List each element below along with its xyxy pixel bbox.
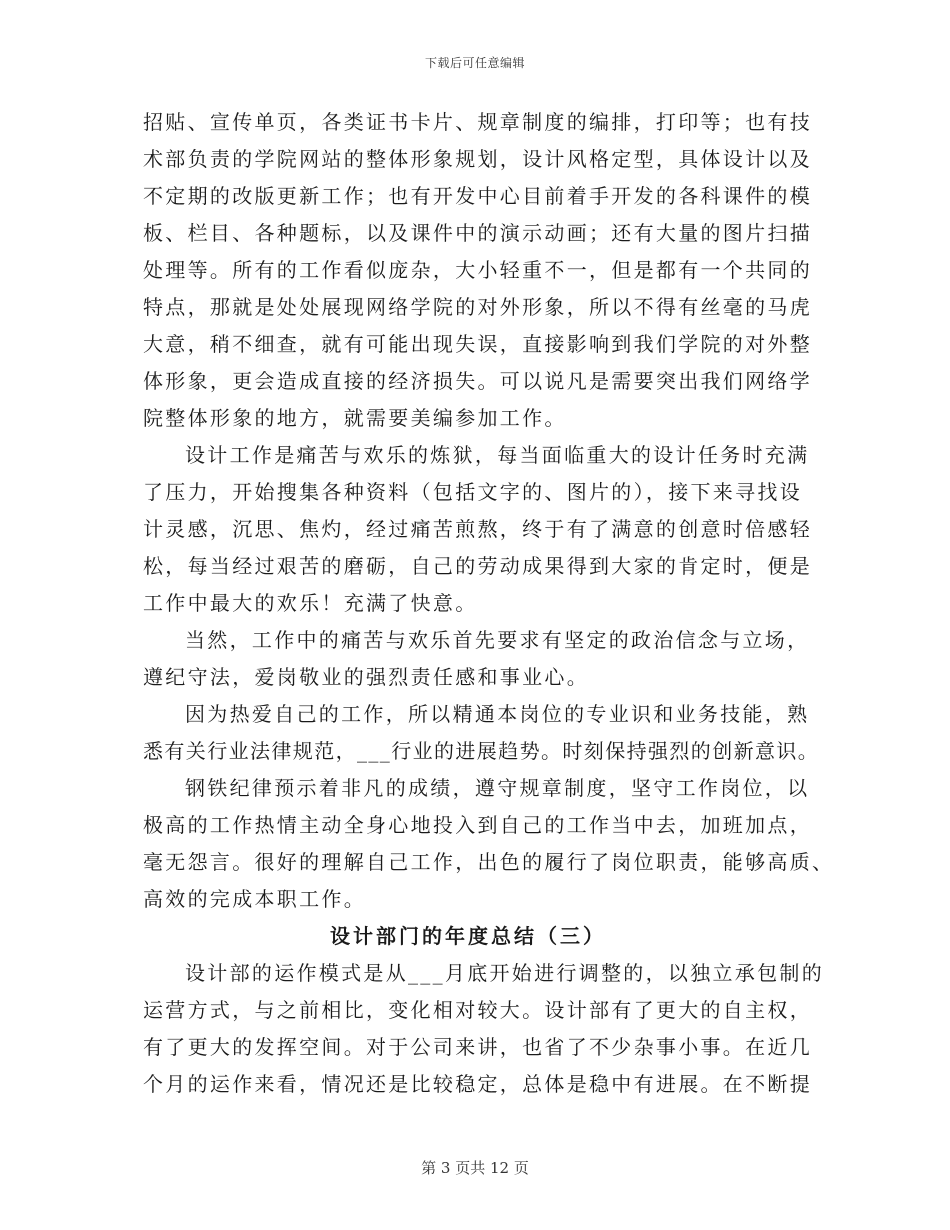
text-line: 板、栏目、各种题标，以及课件中的演示动画；还有大量的图片扫描 (143, 221, 812, 245)
text-line: 遵纪守法，爱岗敬业的强烈责任感和事业心。 (143, 665, 589, 689)
text-line: 高效的完成本职工作。 (143, 887, 366, 911)
text-line: 工作中最大的欢乐！充满了快意。 (143, 591, 478, 615)
text-line: 钢铁纪律预示着非凡的成绩，遵守规章制度，坚守工作岗位，以 (185, 776, 810, 800)
text-line: 特点，那就是处处展现网络学院的对外形象，所以不得有丝毫的马虎 (143, 295, 812, 319)
text-line: 因为热爱自己的工作，所以精通本岗位的专业识和业务技能，熟 (185, 702, 810, 726)
text-line: 有了更大的发挥空间。对于公司来讲，也省了不少杂事小事。在近几 (143, 1035, 812, 1059)
text-line: 体形象，更会造成直接的经济损失。可以说凡是需要突出我们网络学 (143, 369, 812, 393)
text-line: 悉有关行业法律规范，___行业的进展趋势。时刻保持强烈的创新意识。 (143, 739, 820, 763)
paragraph (143, 696, 823, 770)
paragraph (143, 437, 823, 622)
document-body (143, 104, 835, 1103)
text-line: 松，每当经过艰苦的磨砺，自己的劳动成果得到大家的肯定时，便是 (143, 554, 812, 578)
text-line: 不定期的改版更新工作；也有开发中心目前着手开发的各科课件的模 (143, 184, 812, 208)
text-line: 毫无怨言。很好的理解自己工作，出色的履行了岗位职责，能够高质、 (143, 850, 835, 874)
text-line: 运营方式，与之前相比，变化相对较大。设计部有了更大的自主权， (143, 998, 812, 1022)
text-line: 计灵感，沉思、焦灼，经过痛苦煎熬，终于有了满意的创意时倍感轻 (143, 517, 812, 541)
page-number: 第 3 页共 12 页 (421, 1159, 529, 1177)
text-line: 院整体形象的地方，就需要美编参加工作。 (143, 406, 567, 430)
paragraph (143, 955, 823, 1103)
text-line: 设计部的运作模式是从___月底开始进行调整的，以独立承包制的 (185, 961, 824, 985)
text-line: 设计工作是痛苦与欢乐的炼狱，每当面临重大的设计任务时充满 (185, 443, 810, 467)
paragraph (143, 770, 835, 918)
text-line: 了压力，开始搜集各种资料（包括文字的、图片的），接下来寻找设 (143, 480, 802, 504)
text-line: 处理等。所有的工作看似庞杂，大小轻重不一，但是都有一个共同的 (143, 258, 812, 282)
section-title: 设计部门的年度总结（三） (330, 924, 606, 948)
text-line: 术部负责的学院网站的整体形象规划，设计风格定型，具体设计以及 (143, 147, 812, 171)
text-line: 大意，稍不细查，就有可能出现失误，直接影响到我们学院的对外整 (143, 332, 812, 356)
text-line: 当然，工作中的痛苦与欢乐首先要求有坚定的政治信念与立场， (185, 628, 810, 652)
text-line: 极高的工作热情主动全身心地投入到自己的工作当中去，加班加点， (143, 813, 812, 837)
paragraph (143, 104, 823, 437)
paragraph (143, 622, 823, 696)
page-header: 下载后可任意编辑 (424, 56, 525, 70)
text-line: 个月的运作来看，情况还是比较稳定，总体是稳中有进展。在不断提 (143, 1072, 812, 1096)
text-line: 招贴、宣传单页，各类证书卡片、规章制度的编排，打印等；也有技 (143, 110, 812, 134)
